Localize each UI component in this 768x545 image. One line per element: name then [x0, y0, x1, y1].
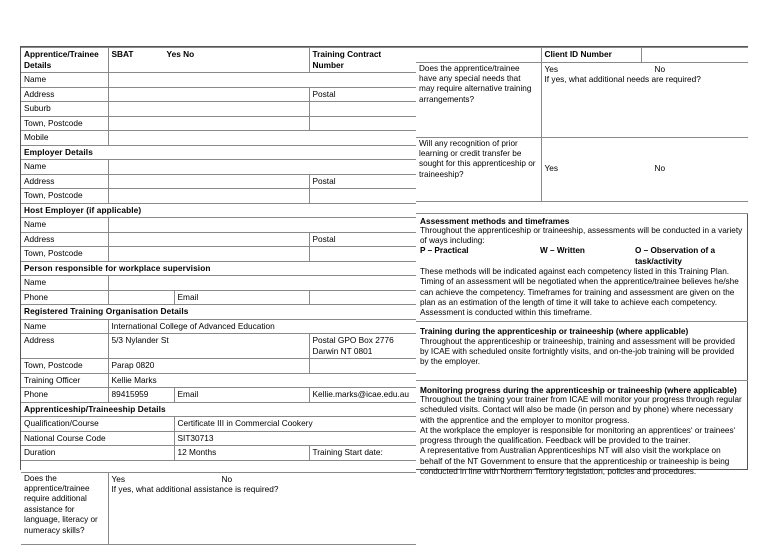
row-label: Name	[21, 73, 108, 88]
rto-email-label: Email	[174, 388, 309, 403]
special-needs-no-option[interactable]: No	[654, 63, 666, 74]
rto-postal-line1: Postal GPO Box 2776	[312, 335, 394, 345]
left-spacer-row	[21, 460, 416, 472]
assistance-followup-label: If yes, what additional assistance is required?	[111, 484, 279, 494]
rto-postal-field[interactable]	[309, 334, 416, 359]
row-label: Town, Postcode	[21, 116, 108, 131]
assessment-methods-body: These methods will be indicated against each competency listed in this Training Plan. Timing of an assessment will be negotiated when the apprentice/trainee believes he/she can achieve the competency. Timeframes for training and assessment are given on the plan as an estimation of the length of time it will take to achieve each competency. Assessment is conducted within this timeframe.	[420, 266, 739, 318]
apprentice-postal-label: Postal	[309, 87, 416, 102]
assistance-no-option[interactable]: No	[221, 473, 233, 484]
apprentice-town-postal-field[interactable]	[309, 116, 416, 131]
row-label: Address	[21, 232, 108, 247]
duration-field[interactable]: 12 Months	[174, 446, 309, 461]
special-needs-row	[416, 62, 748, 137]
sbat-header	[108, 48, 309, 73]
supervision-phone-field[interactable]	[108, 290, 174, 305]
monitoring-block	[416, 381, 748, 481]
client-id-number-field[interactable]	[641, 48, 748, 63]
row-label: Phone	[21, 290, 108, 305]
host-address-row	[21, 232, 416, 247]
row-label: Name	[21, 218, 108, 233]
rto-officer-row	[21, 373, 416, 388]
row-label: Name	[21, 276, 108, 291]
employer-postal-label: Postal	[309, 174, 416, 189]
assistance-answer-cell[interactable]	[108, 472, 416, 544]
assessment-method-codes	[420, 246, 744, 267]
blank-header-cell	[416, 48, 541, 63]
employer-details-section-row	[21, 145, 416, 160]
top-header-row	[21, 48, 416, 73]
row-label: Duration	[21, 446, 174, 461]
employer-name-row	[21, 160, 416, 175]
apprentice-town-field[interactable]	[108, 116, 309, 131]
row-label: Town, Postcode	[21, 359, 108, 374]
client-id-number-header: Client ID Number	[541, 48, 641, 63]
rpl-no-option[interactable]: No	[654, 163, 666, 174]
rto-section-header: Registered Training Organisation Details	[21, 305, 416, 320]
host-name-row	[21, 218, 416, 233]
employer-address-field[interactable]	[108, 174, 309, 189]
apprentice-town-row	[21, 116, 416, 131]
row-label: Town, Postcode	[21, 189, 108, 204]
code-written: W – Written	[540, 246, 585, 256]
row-label: Name	[21, 160, 108, 175]
rto-address-field[interactable]: 5/3 Nylander St	[108, 334, 309, 359]
apprentice-name-field[interactable]	[108, 73, 416, 88]
rpl-yesno	[545, 163, 746, 174]
monitoring-para-2: At the workplace the employer is responsible for monitoring an apprentices‘ or trainees‘ progress through the qualification. Feedback will be provided to the trainer.	[420, 425, 736, 446]
training-contract-number-header: Training Contract Number	[309, 48, 416, 73]
spacer-cell	[21, 460, 416, 472]
rto-officer-field[interactable]: Kellie Marks	[108, 373, 416, 388]
training-plan-form	[20, 46, 748, 535]
apprentice-suburb-row	[21, 102, 416, 117]
rto-phone-field[interactable]: 89415959	[108, 388, 174, 403]
supervision-name-row	[21, 276, 416, 291]
employer-details-section-header: Employer Details	[21, 145, 416, 160]
assessment-methods-block	[416, 214, 748, 323]
rto-section-row	[21, 305, 416, 320]
row-label: Address	[21, 174, 108, 189]
qualification-field[interactable]: Certificate III in Commercial Cookery	[174, 417, 416, 432]
training-block	[416, 322, 748, 380]
apprenticeship-section-row	[21, 402, 416, 417]
rto-postal-line2: Darwin NT 0801	[312, 345, 373, 356]
supervision-phone-row	[21, 290, 416, 305]
row-label: Address	[21, 87, 108, 102]
supervision-email-label: Email	[174, 290, 309, 305]
apprentice-mobile-row	[21, 131, 416, 146]
rto-town-field[interactable]: Parap 0820	[108, 359, 309, 374]
code-observation: O – Observation of a task/activity	[635, 246, 716, 266]
employer-name-field[interactable]	[108, 160, 416, 175]
training-body: Throughout the apprenticeship or traineeship, training and assessment will be provided by ICAE with scheduled onsite fortnightly visits, and on-the-job training will be provided by the employer.	[420, 336, 735, 367]
row-label: Suburb	[21, 102, 108, 117]
assistance-question-row	[21, 472, 416, 544]
row-label: Qualification/Course	[21, 417, 174, 432]
special-needs-answer-cell[interactable]	[541, 62, 748, 137]
client-id-header-row	[416, 48, 748, 63]
supervision-name-field[interactable]	[108, 276, 416, 291]
row-label: Address	[21, 334, 108, 359]
apprentice-suburb-postal-field[interactable]	[309, 102, 416, 117]
sbat-yesno-label: Yes No	[166, 49, 195, 59]
course-code-field[interactable]: SIT30713	[174, 431, 416, 446]
right-form-table	[416, 47, 748, 214]
right-column	[416, 47, 748, 477]
assessment-methods-intro: Throughout the apprenticeship or traineeship, assessments will be conducted in a variety of ways including:	[420, 225, 743, 246]
rpl-answer-cell[interactable]	[541, 137, 748, 201]
employer-town-postal-field[interactable]	[309, 189, 416, 204]
row-label: Training Officer	[21, 373, 108, 388]
supervision-section-header: Person responsible for workplace supervision	[21, 261, 416, 276]
host-town-field[interactable]	[108, 247, 309, 262]
right-spacer-row	[416, 201, 748, 213]
host-name-field[interactable]	[108, 218, 416, 233]
spacer-cell	[416, 201, 748, 213]
employer-address-row	[21, 174, 416, 189]
assistance-yesno	[112, 474, 414, 485]
host-town-postal-field[interactable]	[309, 247, 416, 262]
apprentice-suburb-field[interactable]	[108, 102, 309, 117]
supervision-email-field[interactable]	[309, 290, 416, 305]
left-column	[21, 47, 416, 535]
training-start-date-field[interactable]: Training Start date:	[309, 446, 416, 461]
monitoring-title: Monitoring progress during the apprenticeship or traineeship (where applicable)	[420, 384, 737, 395]
row-label: Phone	[21, 388, 108, 403]
host-employer-section-header: Host Employer (if applicable)	[21, 203, 416, 218]
rpl-question-label: Will any recognition of prior learning or credit transfer be sought for this apprenticeship or traineeship?	[416, 137, 541, 201]
rto-town-postal-field[interactable]	[309, 359, 416, 374]
row-label: Name	[21, 319, 108, 334]
qualification-row	[21, 417, 416, 432]
row-label: National Course Code	[21, 431, 174, 446]
monitoring-para-1: Throughout the training your trainer from ICAE will monitor your progress through regular scheduled visits. Contact will also be made (in person and by phone) where necessary with the apprentice and the employer to monitor progress.	[420, 394, 742, 425]
apprentice-mobile-field[interactable]	[108, 131, 416, 146]
supervision-section-row	[21, 261, 416, 276]
sbat-label: SBAT	[111, 49, 134, 59]
rto-name-field[interactable]: International College of Advanced Education	[108, 319, 416, 334]
row-label: Mobile	[21, 131, 108, 146]
assessment-methods-title: Assessment methods and timeframes	[420, 215, 570, 226]
rto-name-row	[21, 319, 416, 334]
row-label: Town, Postcode	[21, 247, 108, 262]
special-needs-followup-label: If yes, what additional needs are required?	[544, 74, 701, 84]
host-address-field[interactable]	[108, 232, 309, 247]
rto-email-field[interactable]: Kellie.marks@icae.edu.au	[309, 388, 416, 403]
employer-town-row	[21, 189, 416, 204]
apprentice-details-header: Apprentice/Trainee Details	[21, 48, 108, 73]
left-form-table	[21, 47, 416, 545]
host-postal-label: Postal	[309, 232, 416, 247]
assistance-question-label: Does the apprentice/trainee require additional assistance for language, literacy or numeracy skills?	[21, 472, 108, 544]
host-employer-section-row	[21, 203, 416, 218]
rto-phone-row	[21, 388, 416, 403]
monitoring-para-3: A representative from Australian Apprenticeships NT will also visit the workplace on behalf of the NT Government to ensure that the apprenticeship or traineeship is being conducted in line with Northern Territory legislation, policies and procedures.	[420, 446, 730, 477]
apprentice-address-row	[21, 87, 416, 102]
special-needs-question-label: Does the apprentice/trainee have any special needs that may require alternative training arrangements?	[416, 62, 541, 137]
duration-row	[21, 446, 416, 461]
apprentice-name-row	[21, 73, 416, 88]
special-needs-yes-option[interactable]: Yes	[544, 63, 559, 74]
apprenticeship-section-header: Apprenticeship/Traineeship Details	[21, 402, 416, 417]
course-code-row	[21, 431, 416, 446]
apprentice-address-field[interactable]	[108, 87, 309, 102]
special-needs-yesno	[545, 64, 746, 75]
assistance-yes-option[interactable]: Yes	[111, 473, 126, 484]
rto-address-row	[21, 334, 416, 359]
rpl-row	[416, 137, 748, 201]
code-practical: P – Practical	[420, 246, 469, 256]
rpl-yes-option[interactable]: Yes	[544, 163, 559, 174]
host-town-row	[21, 247, 416, 262]
employer-town-field[interactable]	[108, 189, 309, 204]
training-title: Training during the apprenticeship or traineeship (where applicable)	[420, 326, 689, 337]
rto-town-row	[21, 359, 416, 374]
